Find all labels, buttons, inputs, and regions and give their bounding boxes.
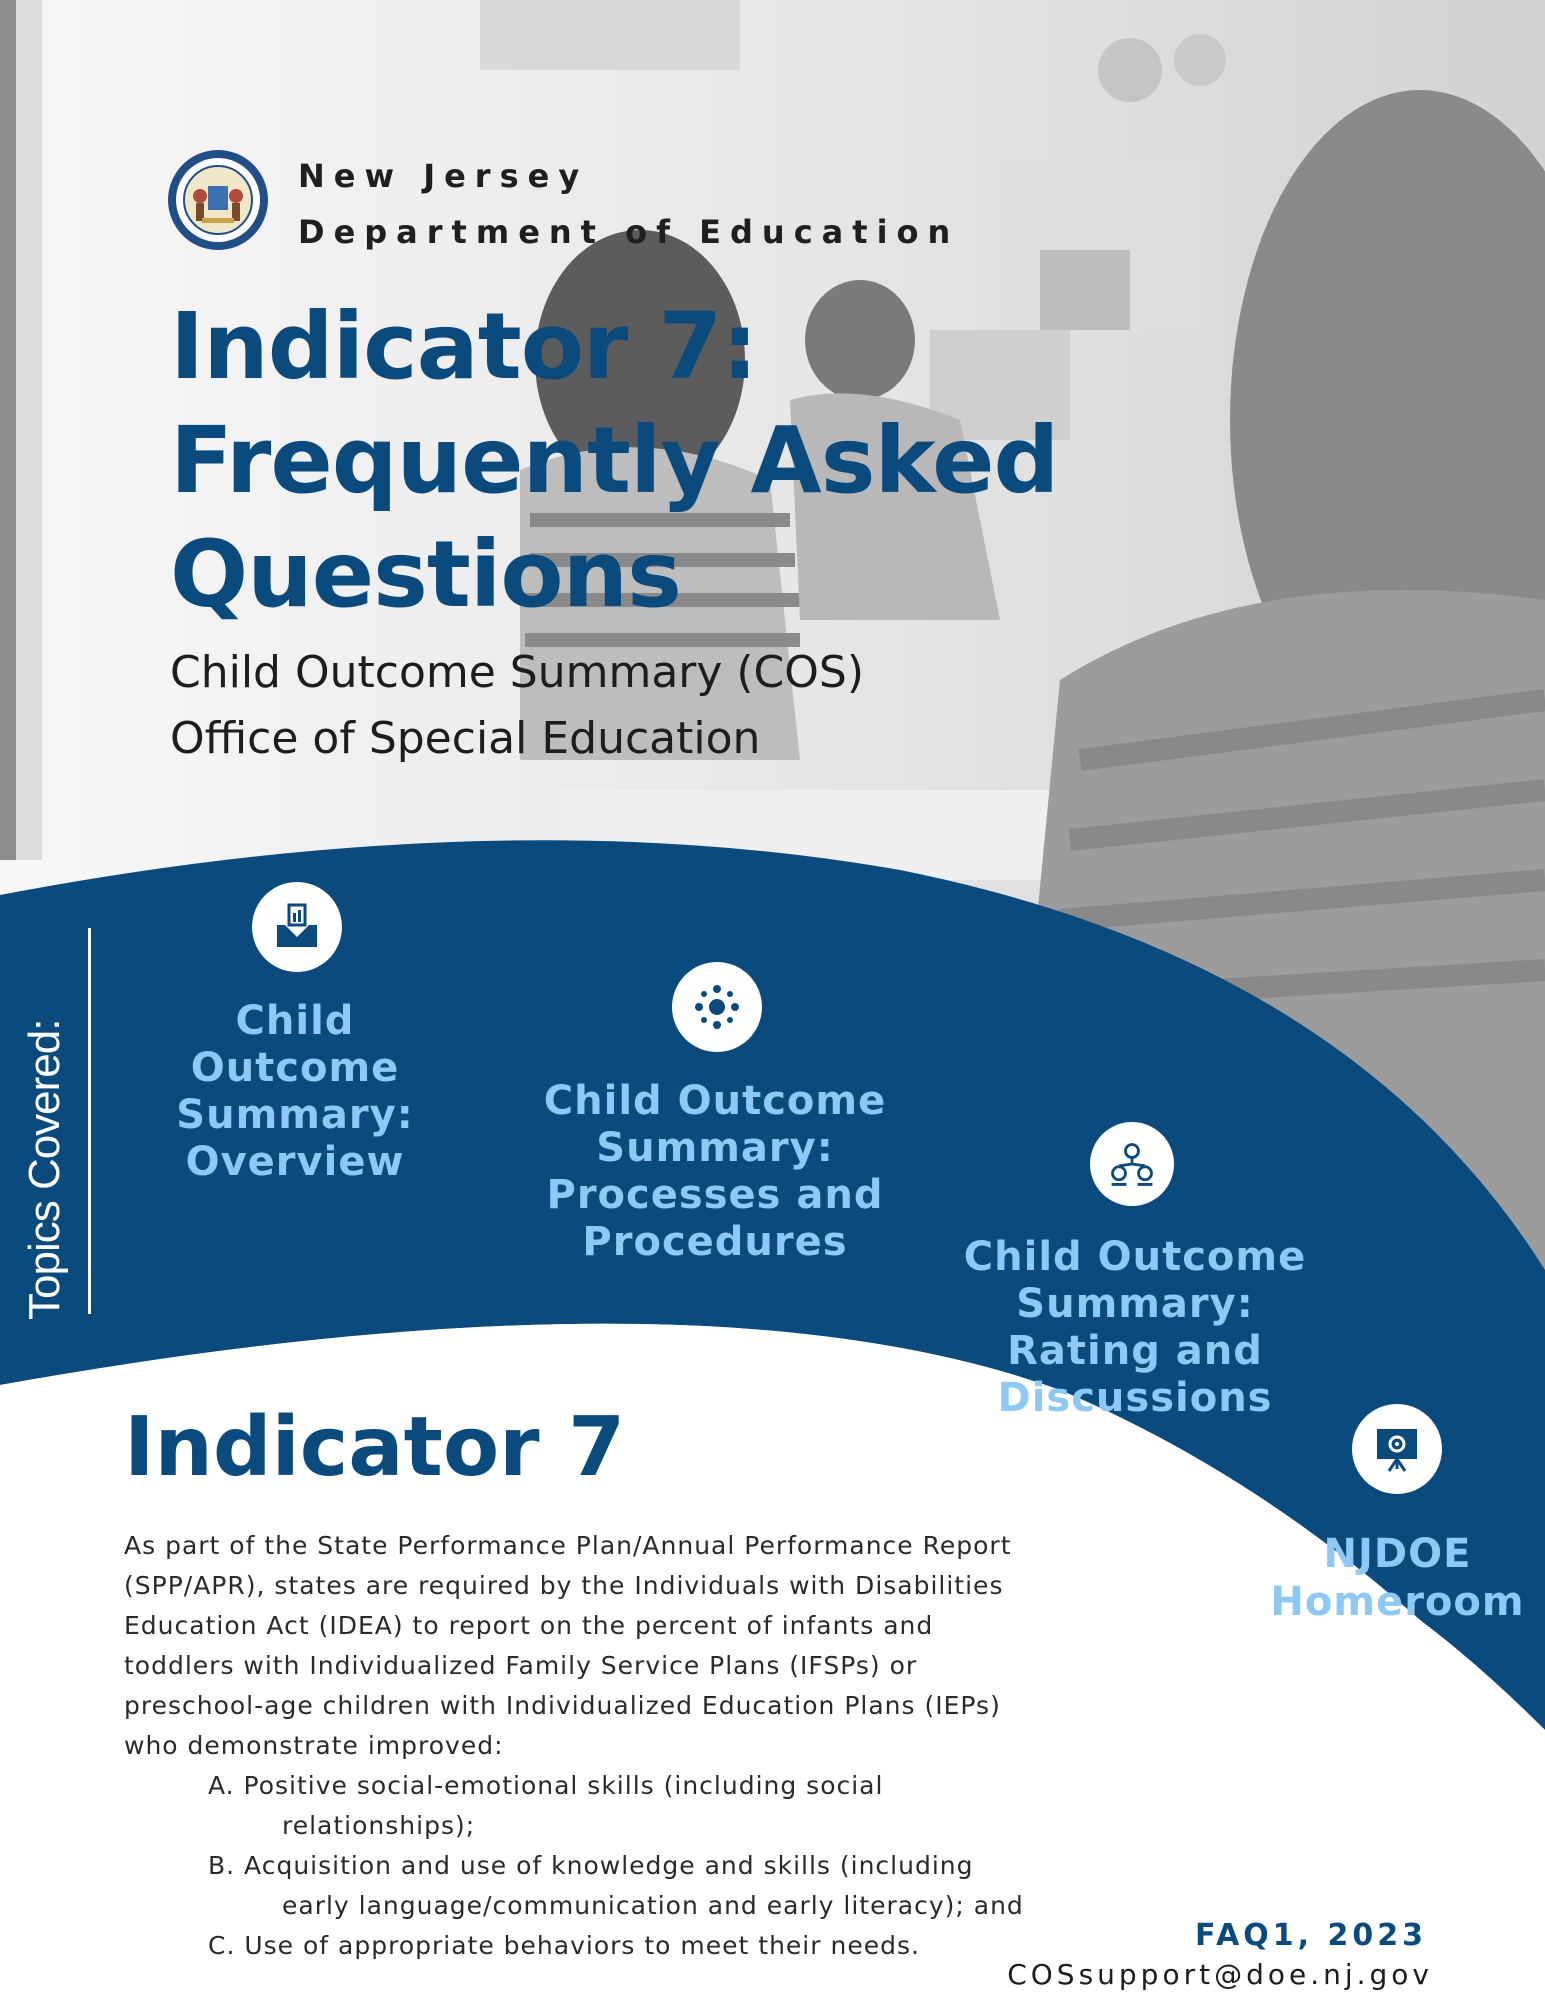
list-item-b-line-1: B. Acquisition and use of knowledge and skills (including [208,1851,974,1880]
title-line-3: Questions [170,521,681,628]
network-hub-icon [689,979,745,1035]
support-email-link[interactable]: COSsupport@doe.nj.gov [1007,1958,1433,1991]
download-inbox-icon [269,899,325,955]
title-line-1: Indicator 7: [170,293,758,400]
topic-2-line-2: Summary: [596,1125,834,1171]
topic-1-line-2: Outcome [190,1045,400,1091]
topic-3-title[interactable] [950,1234,1320,1422]
department-name [298,148,959,260]
topic-2-line-4: Procedures [582,1219,848,1265]
intro-line-5: preschool-age children with Individualized Education Plans (IEPs) [124,1691,1001,1720]
intro-line-4: toddlers with Individualized Family Service Plans (IFSPs) or [124,1651,918,1680]
intro-line-3: Education Act (IDEA) to report on the percent of infants and [124,1611,934,1640]
list-item [208,1846,1084,1926]
topic-1-title[interactable] [160,998,430,1186]
team-people-icon [1106,1138,1158,1190]
topic-3-line-2: Summary: [1016,1281,1254,1327]
topic-2-line-3: Processes and [546,1172,884,1218]
topic-3-line-3: Rating and [1007,1328,1263,1374]
list-item-a-line-1: A. Positive social-emotional skills (including social [208,1771,884,1800]
nj-seal-logo [166,148,270,252]
topic-2-title[interactable] [530,1078,900,1266]
topic-4-title[interactable] [1260,1530,1535,1626]
faq-label: FAQ1, 2023 [1195,1918,1427,1953]
page-title [170,290,1058,632]
topic-1-line-4: Overview [185,1139,405,1185]
outcomes-list [124,1766,1084,1966]
list-item [208,1766,1084,1846]
subtitle-line-2: Office of Special Education [170,713,761,764]
department-line-1: New Jersey [298,157,589,195]
topic-1-line-1: Child [235,998,355,1044]
subtitle-line-1: Child Outcome Summary (COS) [170,647,865,698]
topic-3-line-4: Discussions [997,1375,1273,1421]
list-item-a-line-2: relationships); [282,1811,476,1840]
presentation-gear-icon [1369,1421,1425,1477]
intro-line-2: (SPP/APR), states are required by the Individuals with Disabilities [124,1571,1004,1600]
title-line-2: Frequently Asked [170,407,1059,514]
list-item-c-line-1: C. Use of appropriate behaviors to meet their needs. [208,1931,920,1960]
list-item [208,1926,1084,1966]
department-line-2: Department of Education [298,213,960,251]
topics-covered-label: Topics Covered: [20,1019,69,1320]
intro-line-6: who demonstrate improved: [124,1731,504,1760]
state-seal-icon [166,148,270,252]
page-subtitle [170,640,864,772]
topic-4-line-1: NJDOE [1323,1531,1472,1577]
section-heading: Indicator 7 [124,1400,626,1495]
section-body [124,1526,1084,1966]
topic-4-line-2: Homeroom [1270,1579,1525,1625]
topic-2-icon-badge[interactable] [672,962,762,1052]
topic-1-icon-badge[interactable] [252,882,342,972]
intro-line-1: As part of the State Performance Plan/Annual Performance Report [124,1531,1012,1560]
topic-1-line-3: Summary: [176,1092,414,1138]
list-item-b-line-2: early language/communication and early literacy); and [282,1891,1024,1920]
topic-3-icon-badge[interactable] [1090,1122,1174,1206]
topic-2-line-1: Child Outcome [543,1078,887,1124]
topics-divider [88,928,91,1314]
topic-3-line-1: Child Outcome [963,1234,1307,1280]
topic-4-icon-badge[interactable] [1352,1404,1442,1494]
